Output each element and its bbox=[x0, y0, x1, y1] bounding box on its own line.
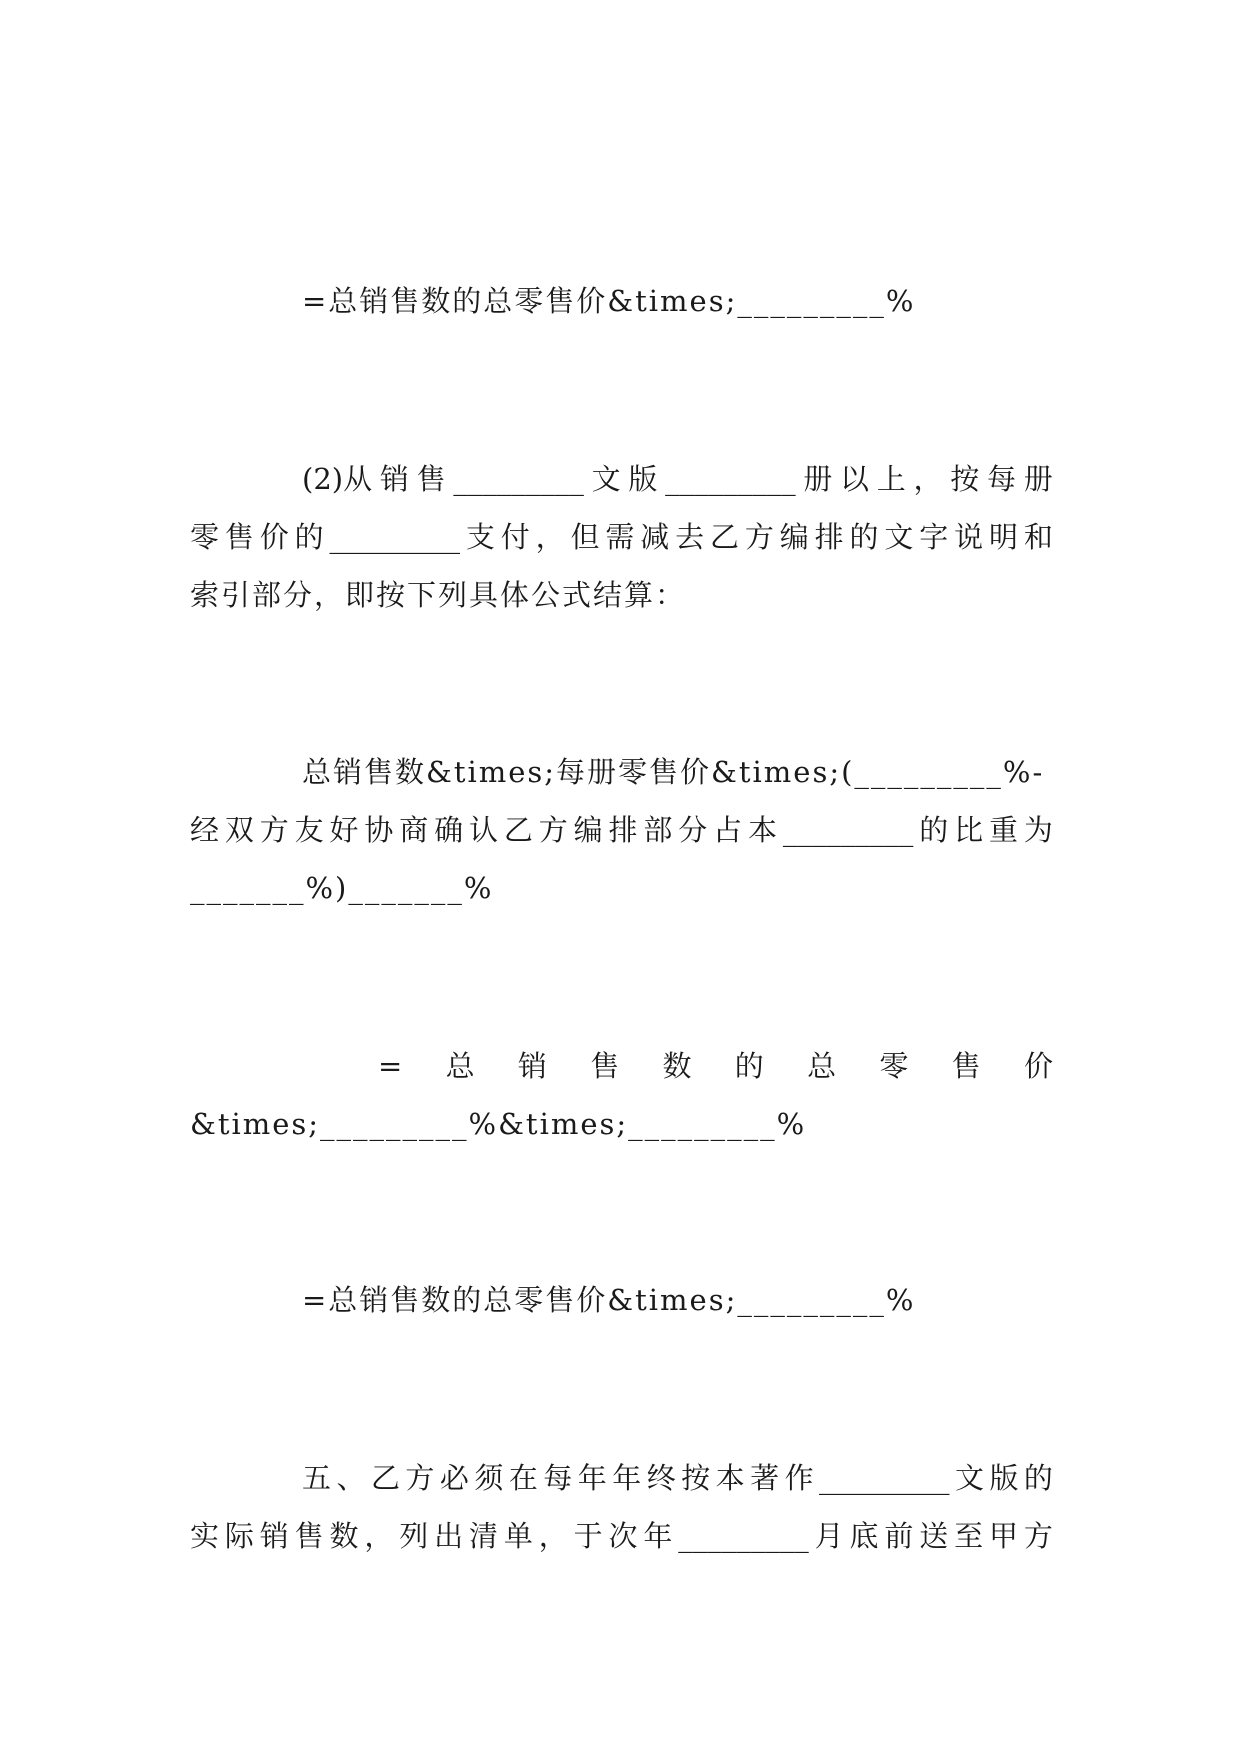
text-glyph: _________ bbox=[453, 462, 584, 496]
text-glyph: 占 bbox=[713, 813, 743, 847]
text-glyph: 每 bbox=[987, 462, 1017, 496]
text-glyph: 好 bbox=[329, 813, 359, 847]
text-glyph: 友 bbox=[294, 813, 324, 847]
text-glyph: 销 bbox=[259, 1519, 289, 1553]
text-glyph: 价 bbox=[259, 520, 289, 554]
text-glyph: 于 bbox=[573, 1519, 603, 1553]
text-glyph: 排 bbox=[608, 813, 638, 847]
text-glyph: 销 bbox=[379, 462, 409, 496]
text-glyph: 认 bbox=[469, 813, 499, 847]
text-glyph: 为 bbox=[1023, 813, 1053, 847]
text-glyph: 部 bbox=[643, 813, 673, 847]
text-glyph: 减 bbox=[640, 520, 670, 554]
text-glyph: _________ bbox=[782, 813, 914, 847]
text-glyph: 年 bbox=[643, 1519, 673, 1553]
text-glyph: (2)从 bbox=[302, 462, 373, 496]
text-glyph: 必 bbox=[439, 1461, 469, 1495]
text-glyph: 售 bbox=[224, 520, 254, 554]
text-glyph: 次 bbox=[608, 1519, 638, 1553]
text-glyph: 去 bbox=[675, 520, 705, 554]
text-glyph: 排 bbox=[814, 520, 844, 554]
text-glyph: 以 bbox=[840, 462, 870, 496]
text-glyph: 但 bbox=[570, 520, 600, 554]
text-glyph: 方 bbox=[405, 1461, 435, 1495]
text-glyph: 乙 bbox=[503, 813, 533, 847]
text-glyph: _________ bbox=[819, 1461, 950, 1495]
formula-block-line-1: 总销售数&times;每册零售价&times;(_________%- bbox=[302, 755, 1045, 789]
text-glyph: ， bbox=[535, 520, 565, 554]
text-glyph: 销 bbox=[517, 1049, 547, 1083]
text-glyph: 的 bbox=[1023, 1461, 1053, 1495]
text-glyph: 售 bbox=[416, 462, 446, 496]
text-glyph: 文 bbox=[954, 1461, 984, 1495]
text-glyph: 、 bbox=[336, 1461, 366, 1495]
formula-line-1: =总销售数的总零售价&times;_________% bbox=[302, 284, 916, 318]
formula-block-line-3: _______%)_______% bbox=[190, 871, 494, 905]
text-glyph: 方 bbox=[744, 520, 774, 554]
text-glyph: 册 bbox=[803, 462, 833, 496]
text-glyph: 价 bbox=[1023, 1049, 1053, 1083]
text-glyph: 零 bbox=[879, 1049, 909, 1083]
text-glyph: 编 bbox=[779, 520, 809, 554]
text-glyph: 版 bbox=[989, 1461, 1019, 1495]
text-glyph: 年 bbox=[612, 1461, 642, 1495]
text-glyph: 单 bbox=[503, 1519, 533, 1553]
text-glyph: 售 bbox=[951, 1049, 981, 1083]
text-glyph: 本 bbox=[715, 1461, 745, 1495]
text-glyph: 按 bbox=[950, 462, 980, 496]
formula-line-2-line-1 bbox=[378, 1046, 1053, 1086]
text-glyph: 的 bbox=[294, 520, 324, 554]
clause-2-line-2 bbox=[190, 517, 1053, 557]
text-glyph: 在 bbox=[508, 1461, 538, 1495]
text-glyph: 终 bbox=[646, 1461, 676, 1495]
text-glyph: _________ bbox=[678, 1519, 809, 1553]
text-glyph: 甲 bbox=[988, 1519, 1018, 1553]
text-glyph: 作 bbox=[784, 1461, 814, 1495]
text-glyph: = bbox=[378, 1049, 403, 1083]
text-glyph: 方 bbox=[538, 813, 568, 847]
text-glyph: 上 bbox=[876, 462, 906, 496]
text-glyph: 说 bbox=[954, 520, 984, 554]
text-glyph: 数 bbox=[329, 1519, 359, 1553]
text-glyph: 出 bbox=[434, 1519, 464, 1553]
clause-5-line-1 bbox=[302, 1458, 1053, 1498]
formula-line-2-line-2: &times;_________%&times;_________% bbox=[190, 1107, 807, 1141]
text-glyph: 总 bbox=[807, 1049, 837, 1083]
text-glyph: 送 bbox=[919, 1519, 949, 1553]
text-glyph: 底 bbox=[849, 1519, 879, 1553]
text-glyph: 商 bbox=[399, 813, 429, 847]
text-glyph: ， bbox=[913, 462, 943, 496]
text-glyph: _________ bbox=[665, 462, 796, 496]
text-glyph: 的 bbox=[919, 813, 949, 847]
text-glyph: 经 bbox=[190, 813, 220, 847]
text-glyph: 乙 bbox=[370, 1461, 400, 1495]
text-glyph: 年 bbox=[577, 1461, 607, 1495]
text-glyph: 文 bbox=[591, 462, 621, 496]
text-glyph: 方 bbox=[1023, 1519, 1053, 1553]
clause-2-line-3: 索引部分，即按下列具体公式结算： bbox=[190, 578, 687, 612]
text-glyph: 双 bbox=[224, 813, 254, 847]
text-glyph: 本 bbox=[748, 813, 778, 847]
text-glyph: 前 bbox=[884, 1519, 914, 1553]
text-glyph: 的 bbox=[734, 1049, 764, 1083]
text-glyph: 著 bbox=[750, 1461, 780, 1495]
formula-line-3: =总销售数的总零售价&times;_________% bbox=[302, 1283, 916, 1317]
text-glyph: 售 bbox=[590, 1049, 620, 1083]
text-glyph: 售 bbox=[294, 1519, 324, 1553]
text-glyph: 总 bbox=[445, 1049, 475, 1083]
text-glyph: 协 bbox=[364, 813, 394, 847]
text-glyph: 明 bbox=[988, 520, 1018, 554]
formula-block-line-2 bbox=[190, 810, 1053, 850]
text-glyph: ， bbox=[364, 1519, 394, 1553]
text-glyph: 分 bbox=[678, 813, 708, 847]
text-glyph: 和 bbox=[1023, 520, 1053, 554]
text-glyph: 编 bbox=[573, 813, 603, 847]
text-glyph: 版 bbox=[628, 462, 658, 496]
text-glyph: 字 bbox=[919, 520, 949, 554]
text-glyph: _________ bbox=[329, 520, 460, 554]
text-glyph: 实 bbox=[190, 1519, 220, 1553]
text-glyph: 确 bbox=[434, 813, 464, 847]
text-glyph: 清 bbox=[469, 1519, 499, 1553]
text-glyph: 重 bbox=[988, 813, 1018, 847]
text-glyph: 月 bbox=[814, 1519, 844, 1553]
text-glyph: 际 bbox=[224, 1519, 254, 1553]
text-glyph: 五 bbox=[302, 1461, 332, 1495]
text-glyph: 比 bbox=[954, 813, 984, 847]
text-glyph: 的 bbox=[849, 520, 879, 554]
text-glyph: 付 bbox=[500, 520, 530, 554]
text-glyph: 须 bbox=[474, 1461, 504, 1495]
text-glyph: ， bbox=[538, 1519, 568, 1553]
text-glyph: 每 bbox=[543, 1461, 573, 1495]
text-glyph: 需 bbox=[605, 520, 635, 554]
text-glyph: 方 bbox=[259, 813, 289, 847]
text-glyph: 乙 bbox=[709, 520, 739, 554]
text-glyph: 按 bbox=[681, 1461, 711, 1495]
text-glyph: 文 bbox=[884, 520, 914, 554]
text-glyph: 册 bbox=[1023, 462, 1053, 496]
text-glyph: 支 bbox=[465, 520, 495, 554]
text-glyph: 至 bbox=[954, 1519, 984, 1553]
text-glyph: 列 bbox=[399, 1519, 429, 1553]
clause-5-line-2 bbox=[190, 1516, 1053, 1556]
text-glyph: 零 bbox=[190, 520, 220, 554]
clause-2-line-1 bbox=[302, 459, 1053, 499]
text-glyph: 数 bbox=[662, 1049, 692, 1083]
